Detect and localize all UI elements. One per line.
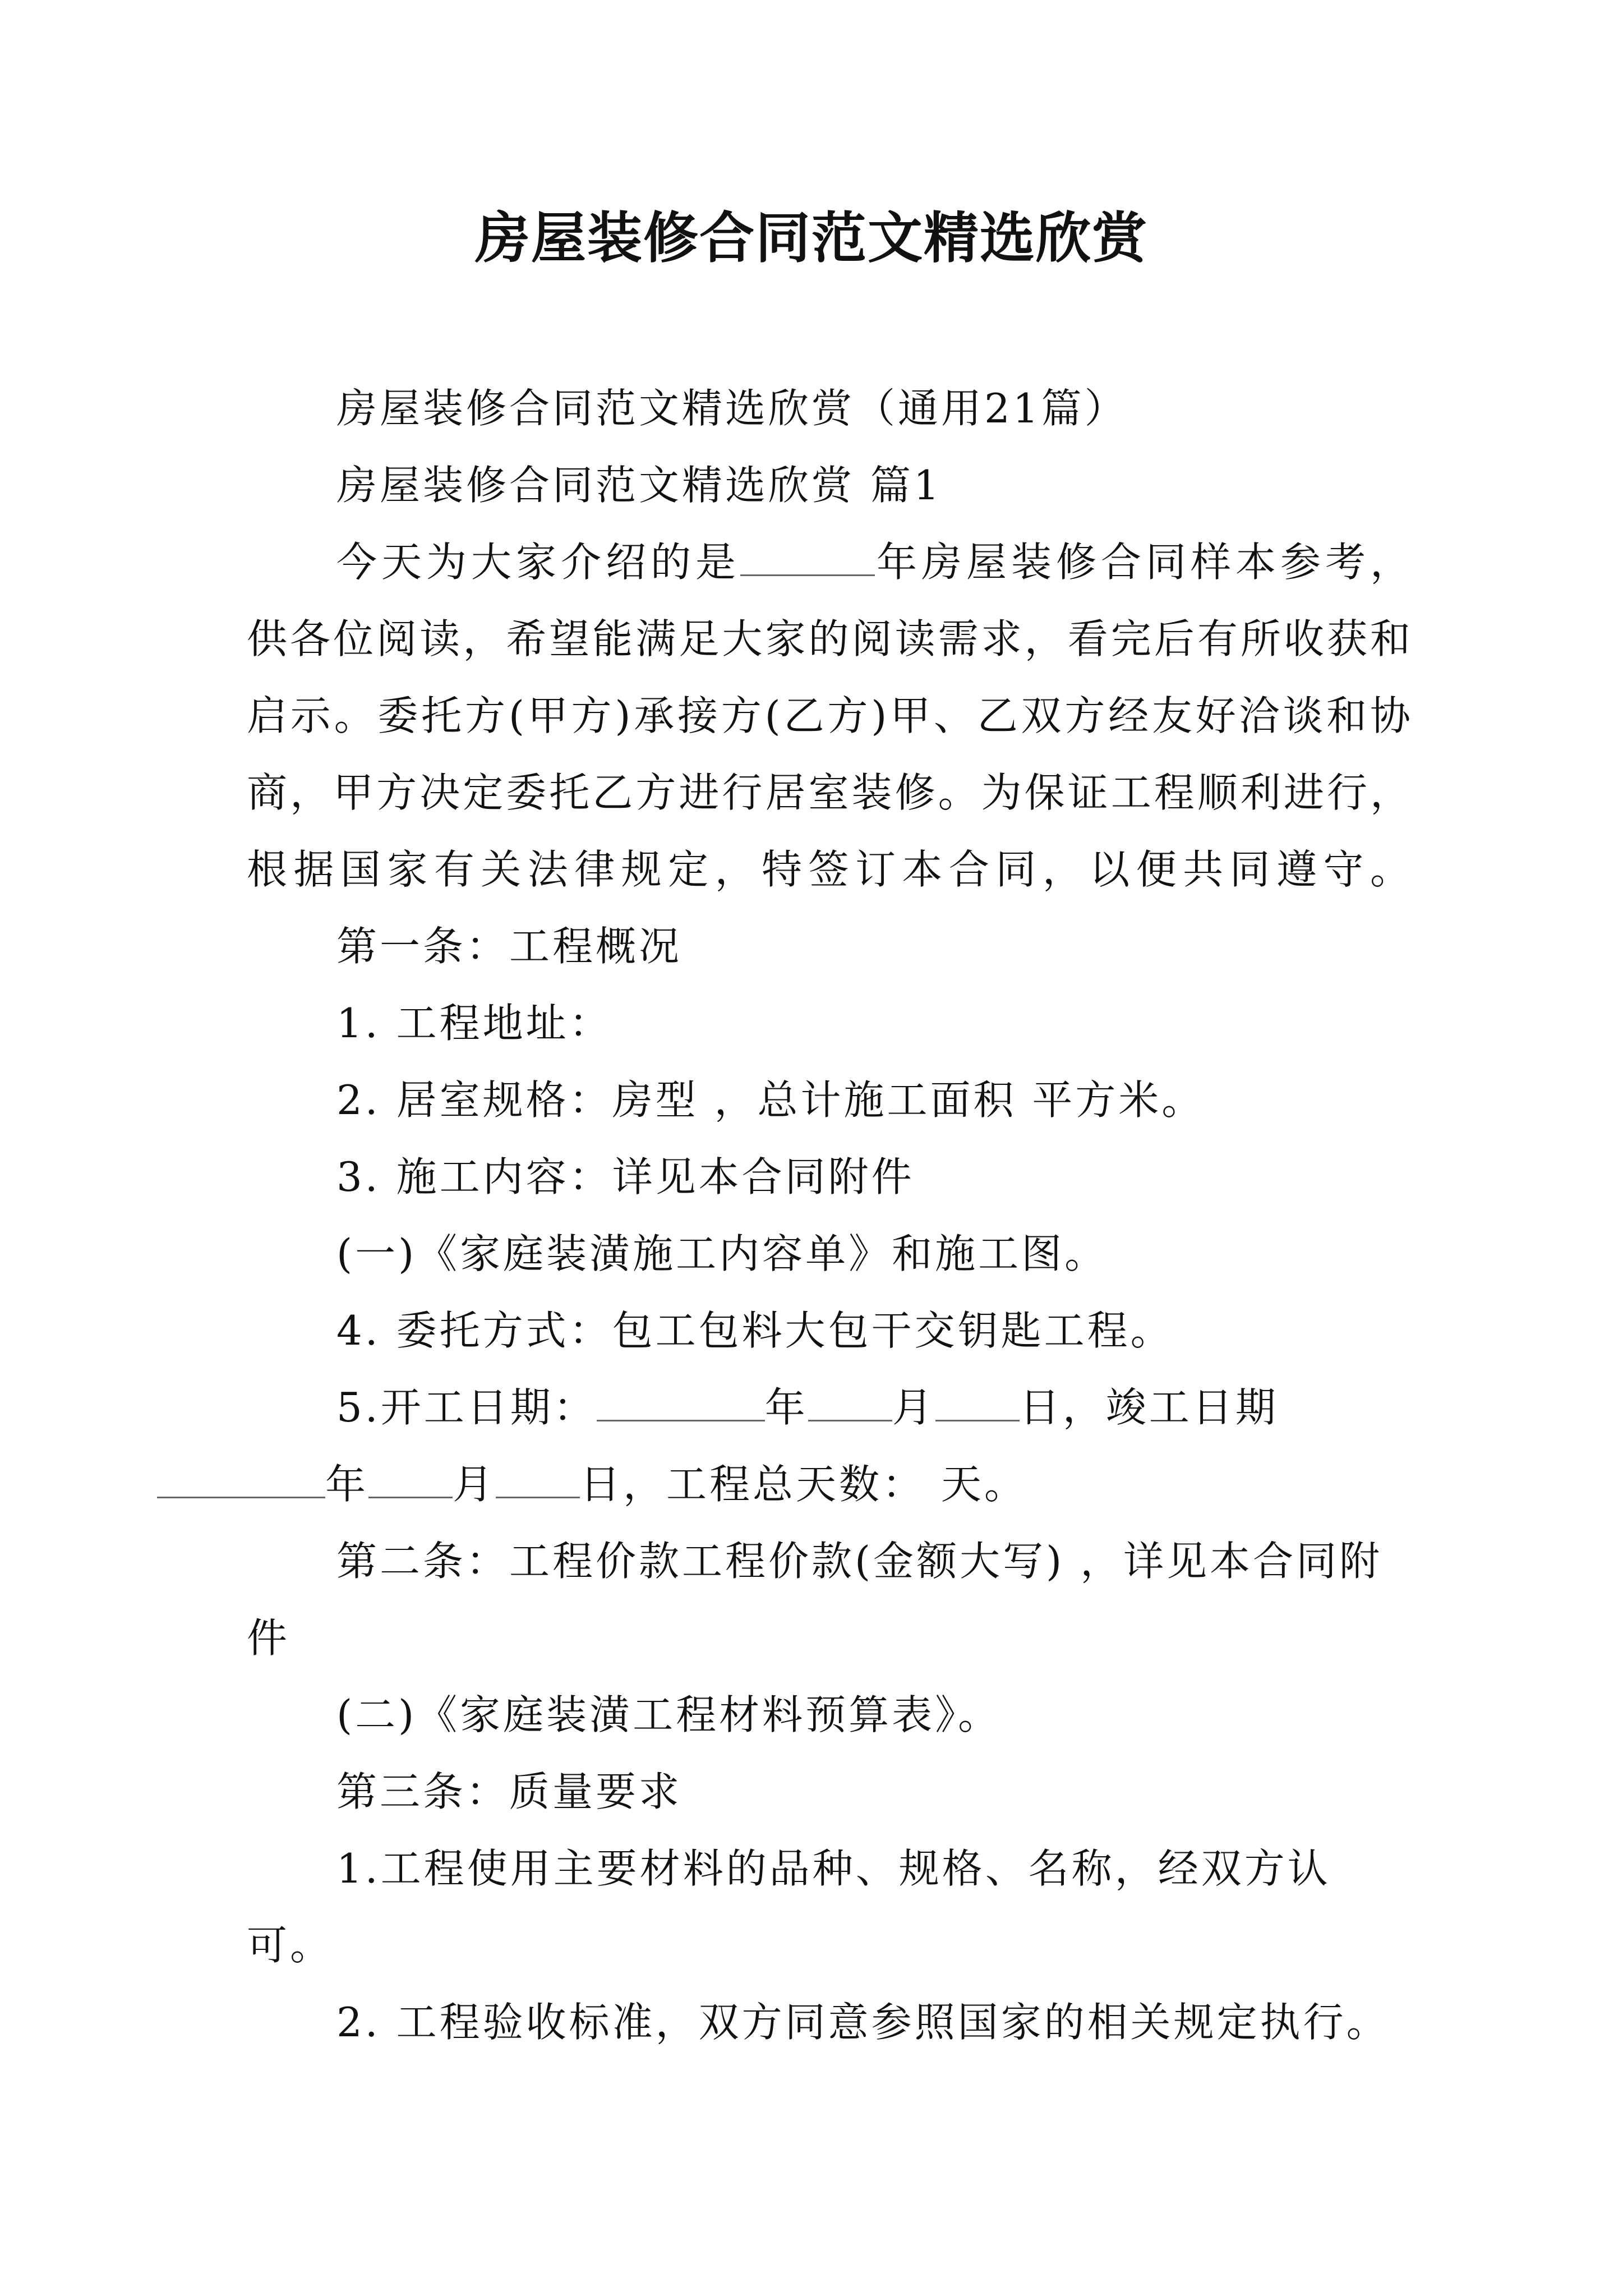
document-body	[247, 370, 1413, 2061]
start-day-blank	[935, 1386, 1020, 1421]
intro-text-a: 今天为大家介绍的是	[336, 539, 740, 586]
start-year-label: 年	[764, 1384, 808, 1431]
start-month-label: 月	[892, 1384, 935, 1431]
item-3: 3. 施工内容：详见本合同附件	[336, 1153, 915, 1200]
item-1: 1. 工程地址：	[336, 1000, 612, 1047]
intro-paragraph	[247, 524, 1413, 908]
start-day-label: 日，竣工日期	[1019, 1384, 1279, 1431]
start-year-blank	[597, 1386, 765, 1421]
end-year-label: 年	[325, 1461, 369, 1508]
subtitle: 房屋装修合同范文精选欣赏（通用21篇）	[336, 385, 1128, 432]
document-title: 房屋装修合同范文精选欣赏	[474, 206, 1148, 270]
article-3-heading: 第三条：质量要求	[336, 1768, 683, 1815]
item-4: 4. 委托方式：包工包料大包干交钥匙工程。	[336, 1307, 1174, 1354]
attachment-1: (一)《家庭装潢施工内容单》和施工图。	[336, 1230, 1108, 1277]
end-year-blank	[157, 1463, 325, 1498]
attachment-2: (二)《家庭装潢工程材料预算表》。	[336, 1691, 1002, 1738]
end-day-label: 日，工程总天数： 天。	[580, 1461, 1027, 1508]
article-1-heading: 第一条：工程概况	[336, 923, 683, 970]
intro-text-b: 年房屋装修合同样本参考，供各位阅读，希望能满足大家的阅读需求，看完后有所收获和启示。委托方(甲方)承接方(乙方)甲、乙双方经友好洽谈和协商，甲方决定委托乙方进行居室装修。为保证工程顺利进行，根据国家有关法律规定，特签订本合同，以便共同遵守。	[247, 539, 1413, 893]
year-blank	[740, 541, 875, 576]
item-2: 2. 居室规格：房型 ，总计施工面积 平方米。	[336, 1076, 1205, 1124]
part-heading: 房屋装修合同范文精选欣赏 篇1	[336, 462, 942, 509]
start-month-blank	[808, 1386, 892, 1421]
end-month-label: 月	[453, 1461, 496, 1508]
quality-item-2: 2. 工程验收标准，双方同意参照国家的相关规定执行。	[336, 1999, 1390, 2046]
item-5	[247, 1369, 1413, 1523]
quality-item-1: 1.工程使用主要材料的品种、规格、名称，经双方认可。	[247, 1845, 1331, 1969]
item-5-label: 5.开工日期：	[336, 1384, 597, 1431]
article-2: 第二条：工程价款工程价款(金额大写) ，详见本合同附件	[247, 1538, 1383, 1662]
end-month-blank	[368, 1463, 453, 1498]
end-day-blank	[496, 1463, 580, 1498]
